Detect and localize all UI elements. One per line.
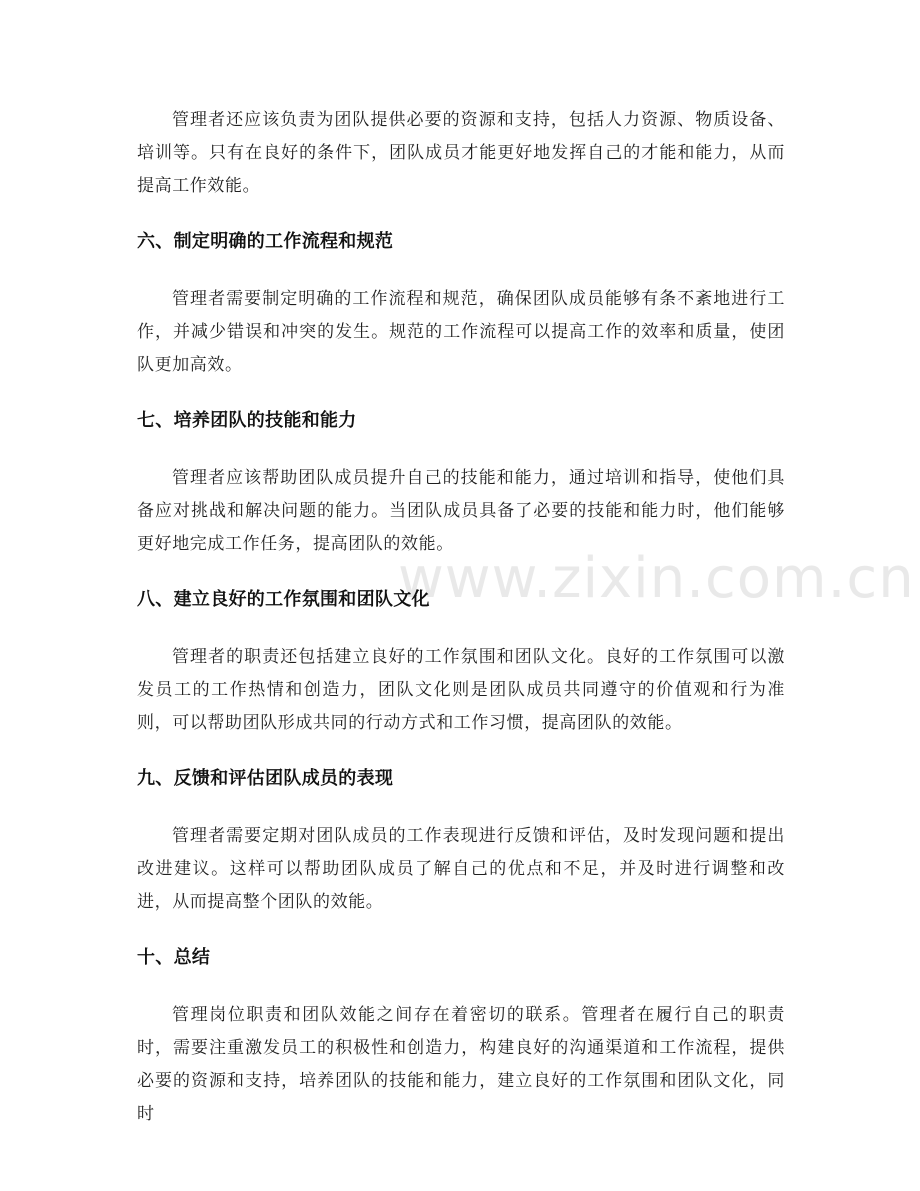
section-paragraph-8: 管理者的职责还包括建立良好的工作氛围和团队文化。良好的工作氛围可以激发员工的工作热情和创造力，团队文化则是团队成员共同遵守的价值观和行为准则，可以帮助团队形成共同的行动方式和工作习惯，提高团队的效能。	[137, 647, 785, 733]
section-paragraph-9: 管理者需要定期对团队成员的工作表现进行反馈和评估，及时发现问题和提出改进建议。这样可以帮助团队成员了解自己的优点和不足，并及时进行调整和改进，从而提高整个团队的效能。	[137, 826, 785, 912]
document-body	[137, 104, 785, 1131]
watermark: www.zixin.com.cn	[398, 546, 915, 611]
section-heading-6: 六、制定明确的工作流程和规范	[137, 231, 394, 252]
intro-paragraph: 管理者还应该负责为团队提供必要的资源和支持，包括人力资源、物质设备、培训等。只有在良好的条件下，团队成员才能更好地发挥自己的才能和能力，从而提高工作效能。	[137, 110, 785, 196]
section-heading-8: 八、建立良好的工作氛围和团队文化	[137, 589, 430, 610]
section-paragraph-6: 管理者需要制定明确的工作流程和规范，确保团队成员能够有条不紊地进行工作，并减少错误和冲突的发生。规范的工作流程可以提高工作的效率和质量，使团队更加高效。	[137, 289, 785, 375]
section-paragraph-10: 管理岗位职责和团队效能之间存在着密切的联系。管理者在履行自己的职责时，需要注重激发员工的积极性和创造力，构建良好的沟通渠道和工作流程，提供必要的资源和支持，培养团队的技能和能力，建立良好的工作氛围和团队文化，同时	[137, 1005, 785, 1124]
section-heading-10: 十、总结	[137, 947, 211, 968]
section-heading-7: 七、培养团队的技能和能力	[137, 410, 357, 431]
section-heading-9: 九、反馈和评估团队成员的表现	[137, 768, 394, 789]
section-paragraph-7: 管理者应该帮助团队成员提升自己的技能和能力，通过培训和指导，使他们具备应对挑战和解决问题的能力。当团队成员具备了必要的技能和能力时，他们能够更好地完成工作任务，提高团队的效能。	[137, 468, 785, 554]
